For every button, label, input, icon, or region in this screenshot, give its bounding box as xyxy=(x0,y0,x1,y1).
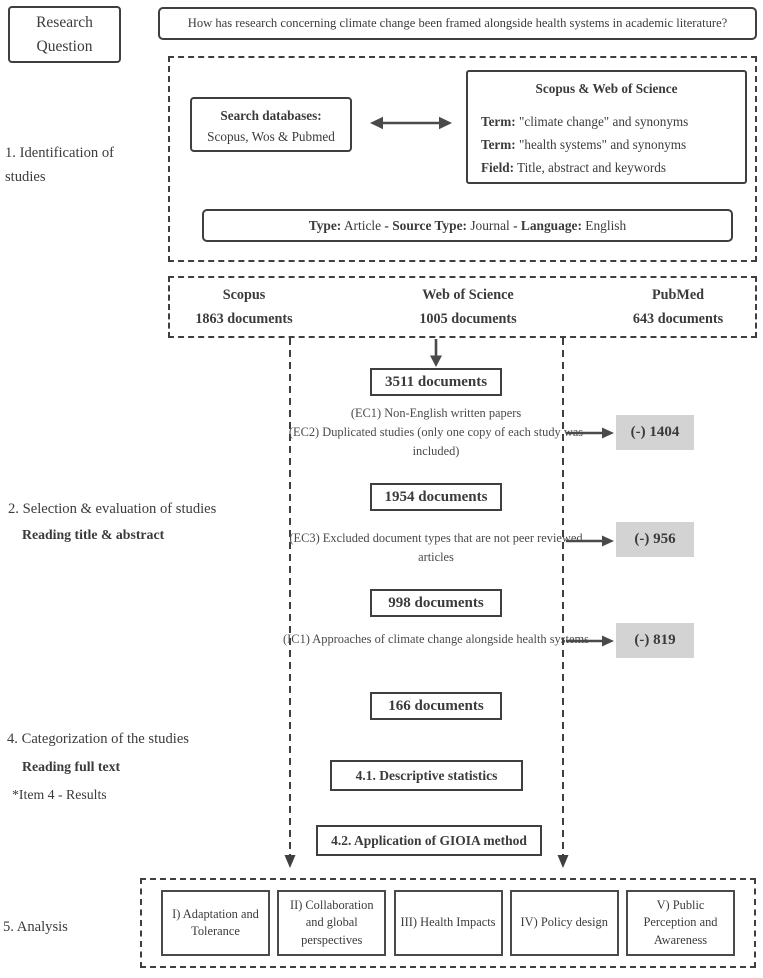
documents-count-box xyxy=(370,589,502,617)
documents-count-box xyxy=(370,368,502,396)
analysis-category-box: II) Collaboration and global perspectives xyxy=(277,890,386,956)
exclusion-arrow-icon xyxy=(566,534,614,548)
search-databases-value: Scopus, Wos & Pubmed xyxy=(207,129,335,144)
source-name: Scopus xyxy=(222,287,266,303)
analysis-category-box: I) Adaptation and Tolerance xyxy=(161,890,270,956)
excluded-count: (-) 956 xyxy=(634,531,676,547)
exclusion-criteria-text: (EC3) Excluded document types that are not peer reviewed articles xyxy=(289,531,583,564)
source-pubmed xyxy=(603,283,753,331)
documents-count-box xyxy=(370,483,502,511)
source-name: PubMed xyxy=(651,287,705,303)
documents-count: 998 documents xyxy=(388,594,484,611)
excluded-count: (-) 1404 xyxy=(630,424,680,440)
step-4-label: 4. Categorization of the studies xyxy=(7,731,189,747)
step-4-sublabel: Reading full text xyxy=(22,759,121,774)
analysis-category-box: V) Public Perception and Awareness xyxy=(626,890,735,956)
source-count: 1863 documents xyxy=(195,311,293,327)
document-filters-box xyxy=(202,209,733,242)
exclusion-arrow-icon xyxy=(566,634,614,648)
analysis-section-frame xyxy=(140,878,756,968)
search-databases-box xyxy=(190,97,352,152)
gioia-method-box: 4.2. Application of GIOIA method xyxy=(316,825,542,856)
excluded-count-box xyxy=(616,522,694,557)
search-term-row: Term: "climate change" and synonyms xyxy=(481,114,689,129)
search-term-row: Term: "health systems" and synonyms xyxy=(481,137,687,152)
excluded-count-box xyxy=(616,623,694,658)
research-question-label: Research Question xyxy=(36,13,93,55)
bidirectional-arrow-icon xyxy=(368,114,454,132)
inclusion-criteria-text: (IC1) Approaches of climate change alongside health systems xyxy=(283,632,589,646)
search-databases-title: Search databases: xyxy=(220,108,322,123)
documents-count: 166 documents xyxy=(388,697,484,714)
step-2-label: 2. Selection & evaluation of studies xyxy=(8,501,217,517)
step-1-label: 1. Identification of studies xyxy=(5,145,115,185)
documents-count: 1954 documents xyxy=(384,488,488,505)
research-question-text-box xyxy=(158,7,757,40)
documents-count-box xyxy=(370,692,502,720)
research-question-box xyxy=(8,6,121,63)
source-name: Web of Science xyxy=(422,287,514,303)
excluded-count: (-) 819 xyxy=(634,632,676,648)
step-5-label: 5. Analysis xyxy=(3,919,68,935)
source-web-of-science xyxy=(388,283,548,331)
source-scopus xyxy=(174,283,314,331)
search-terms-box xyxy=(466,70,747,184)
analysis-category-box: III) Health Impacts xyxy=(394,890,503,956)
exclusion-arrow-icon xyxy=(566,426,614,440)
search-term-row: Field: Title, abstract and keywords xyxy=(481,160,666,175)
step-4-note: *Item 4 - Results xyxy=(12,787,107,802)
search-terms-title: Scopus & Web of Science xyxy=(535,81,678,96)
descriptive-statistics-box: 4.1. Descriptive statistics xyxy=(330,760,523,791)
excluded-count-box xyxy=(616,415,694,450)
analysis-category-box: IV) Policy design xyxy=(510,890,619,956)
source-count: 1005 documents xyxy=(419,311,517,327)
merge-down-arrow-icon xyxy=(428,339,444,367)
exclusion-criteria-text: (EC1) Non-English written papers (EC2) Duplicated studies (only one copy of each study was included) xyxy=(288,406,584,458)
filters-line: Type: Article - Source Type: Journal - Language: English xyxy=(308,217,627,233)
documents-count: 3511 documents xyxy=(384,373,488,390)
source-count: 643 documents xyxy=(632,311,724,327)
research-question-text: How has research concerning climate change been framed alongside health systems in academic literature? xyxy=(187,16,728,30)
step-2-sublabel: Reading title & abstract xyxy=(22,527,165,542)
